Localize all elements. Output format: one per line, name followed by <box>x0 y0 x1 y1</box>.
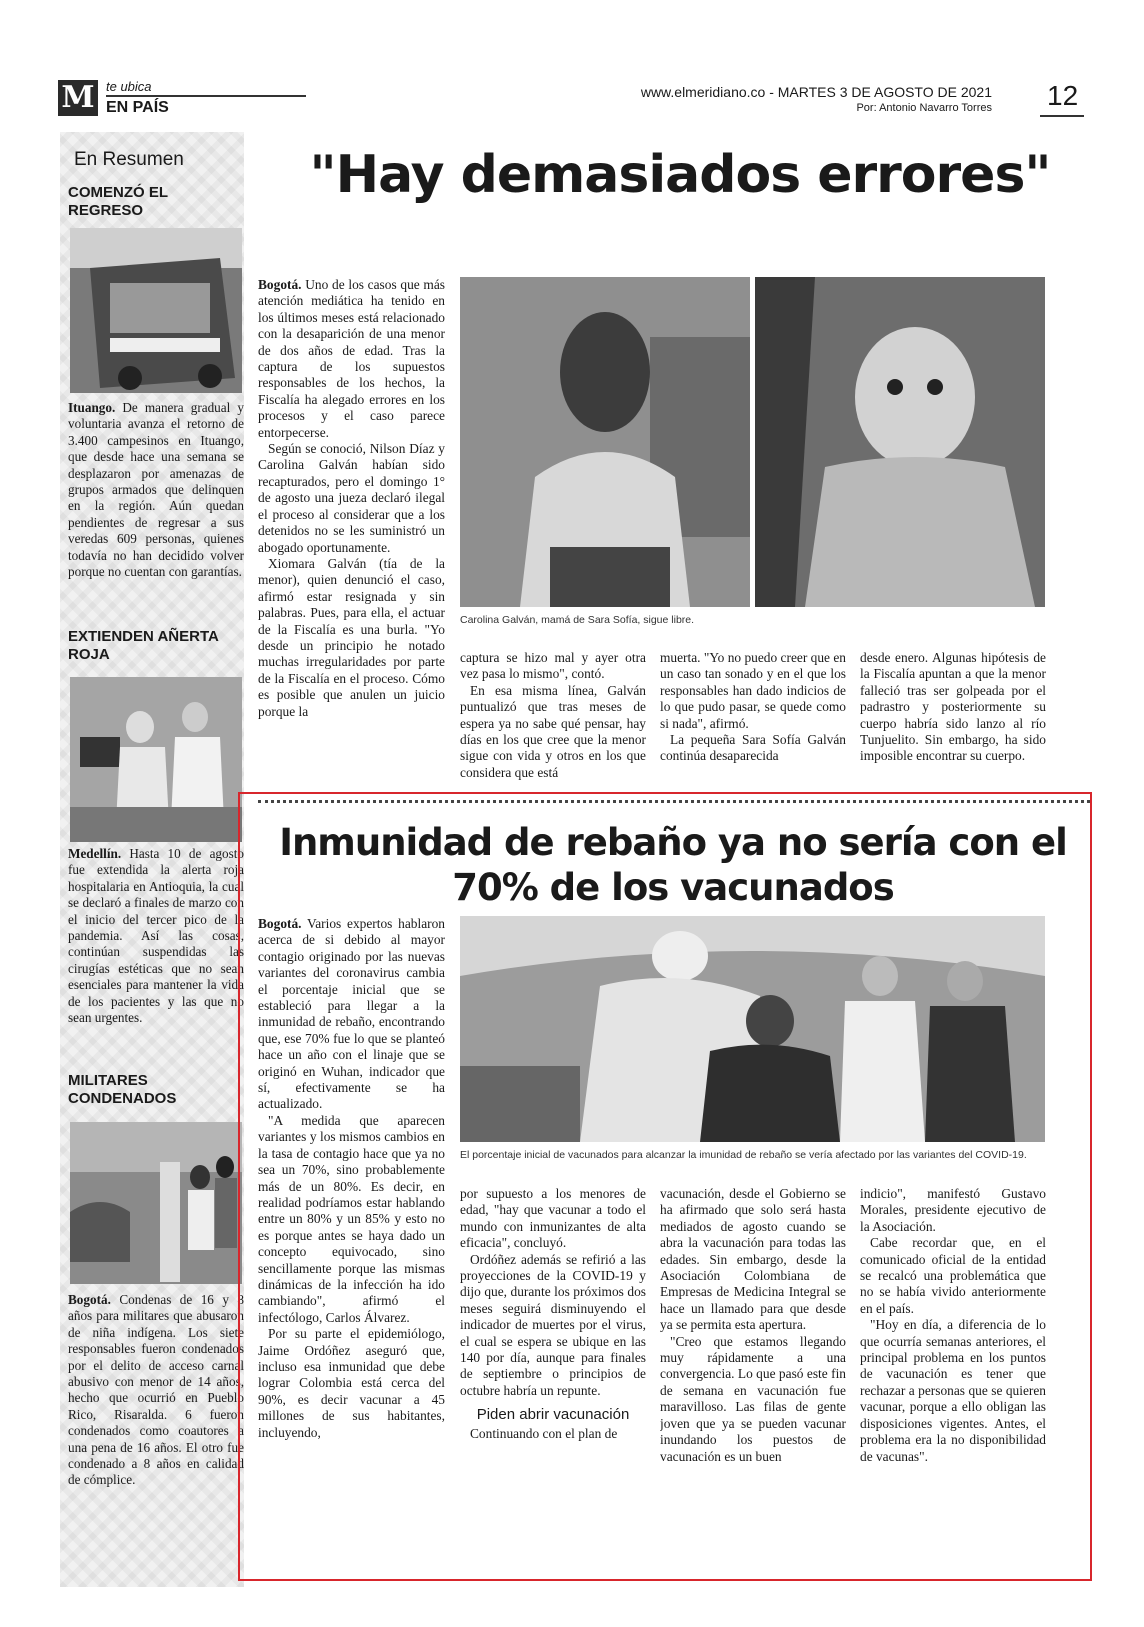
paragraph: muerta. "Yo no puedo creer que en un caso tan sonado y en el que los responsables han dado indicios de lo que pudo pasar, se quede como si nada", afirmó. <box>660 650 846 731</box>
paragraph: Xiomara Galván (tía de la menor), quien denunció el caso, afirmó estar resignada y sin palabras. Pues, para ella, el actuar de la Fiscalía es una burla. "Yo desde un principio he notado muchas irregularidades por parte de la Fiscalía en el proceso. Cómo es posible que anulen un juicio porque la <box>258 555 445 719</box>
sidebar-heading: MILITARES CONDENADOS <box>68 1072 177 1107</box>
summary-sidebar <box>60 132 244 1587</box>
paragraph: "Creo que estamos llegando muy rápidamente a una convergencia. Lo que pasó este fin de semana en vacunación fue maravilloso. Las filas de gente joven que ya se pueden vacunar inundando los puestos de vacunación es un buen <box>660 1333 846 1464</box>
header-info <box>641 84 992 114</box>
paragraph: Cabe recordar que, en el comunicado oficial de la entidad se recalcó una problemática que no se había vivido anteriormente en el país. <box>860 1235 1046 1316</box>
woman-photo <box>460 277 750 607</box>
paragraph: Bogotá. Uno de los casos que más atención mediática ha tenido en los últimos meses está relacionado con la desaparición de una menor de dos años de edad. Tras la captura de los supuestos responsables de los hechos, la Fiscalía ha alegado errores en los procesos y el caso parece entorpecerse. <box>258 277 445 440</box>
page-number: 12 <box>1047 80 1079 111</box>
sidebar-title: En Resumen <box>74 149 184 170</box>
sidebar-heading: EXTIENDEN AÑERTA ROJA <box>68 628 219 663</box>
girl-photo <box>755 277 1045 607</box>
paragraph: Continuando con el plan de <box>470 1425 618 1441</box>
page-rule <box>1040 115 1084 117</box>
paragraph: La pequeña Sara Sofía Galván continúa desaparecida <box>660 732 846 764</box>
paragraph: "Hoy en día, a diferencia de lo que ocurría semanas anteriores, el principal problema en los puntos de vacunación es tener que rechazar a personas que se quieren vacunar, porque a ello obligan las disposiciones vigentes. Antes, el problema era la no disponibilidad de vacunas". <box>860 1317 1046 1464</box>
paragraph: vacunación, desde el Gobierno se ha afirmado que solo será hasta mediados de agosto cuando se abra la vacunación para todas las edades. Sin embargo, desde la Asociación Colombiana de Empresas de Medicina Integral se hace un llamado para que desde ya se permita esta apertura. <box>660 1186 846 1333</box>
paragraph: por supuesto a los menores de edad, "hay que vacunar a todo el mundo con inmunizantes de alta eficacia", concluyó. <box>460 1186 646 1251</box>
article1-column-2 <box>460 650 646 790</box>
sidebar-heading: COMENZÓ EL REGRESO <box>68 184 168 219</box>
article2-column-3 <box>660 1186 846 1564</box>
site-and-date: www.elmeridiano.co - MARTES 3 DE AGOSTO DE 2021 <box>640 84 992 100</box>
paragraph: En esa misma línea, Galván puntualizó que tras meses de espera ya no sabe qué pensar, hay días en los que cree que la menor sigue con vida y otros en los que considera que está <box>460 682 646 780</box>
article1-column-4 <box>860 650 1046 790</box>
paragraph: Ordóñez además se refirió a las proyecciones de la COVID-19 y dijo que, durante los próximos dos meses seguirá disminuyendo el indicador de muertes por el virus, el cual se espera se ubique en las 140 por día, aunque para finales de septiembre o principios de octubre habría un repunte. <box>460 1251 646 1398</box>
bus-photo <box>70 228 242 393</box>
article1-column-1 <box>258 277 445 790</box>
paragraph: "A medida que aparecen variantes y los mismos cambios en la tasa de contagio hace que ya no sea un 70%, sino probablemente más de un 80%. Es decir, en realidad podríamos estar hablando entre un 80% y un 85% y esto no es porque antes se haya dado un concepto equivocado, sino sencillamente porque las mismas dinámicas de la infección ha ido cambiando", afirmó el infectólogo, Carlos Álvarez. <box>258 1112 445 1325</box>
paragraph: Según se conoció, Nilson Díaz y Carolina Galván habían sido recapturados, pero el domingo 1° de agosto una jueza declaró ilegal el proceso al considerar que a los detenidos no se les suministró un abogado oportunamente. <box>258 441 445 555</box>
author-line: Por: Antonio Navarro Torres <box>856 102 992 114</box>
sidebar-item-text: Ituango. De manera gradual y voluntaria avanza el retorno de 3.400 campesinos en Ituango, que desde hace una semana se desplazaron por amenazas de grupos armados que delinquen en la región. Aún quedan pendientes de regresar a sus veredas 609 personas, quienes todavía no han decidido volver porque no cuentan con garantías. <box>68 400 244 580</box>
article1-column-3 <box>660 650 846 790</box>
newspaper-logo: M <box>58 80 98 116</box>
article2-column-4 <box>860 1186 1046 1564</box>
section-name: EN PAÍS <box>106 99 169 116</box>
article1-photo-caption: Carolina Galván, mamá de Sara Sofía, sigue libre. <box>460 614 695 626</box>
article2-headline: Inmunidad de rebaño ya no sería con el 70% de los vacunados <box>279 821 1067 909</box>
article2-column-1 <box>258 916 445 1564</box>
paragraph: Por su parte el epidemiólogo, Jaime Ordóñez aseguró que, incluso esa inmunidad que debe lograr Colombia está cerca del 90%, es decir vacunar a 45 millones de sus habitantes, incluyendo, <box>258 1326 445 1440</box>
hospital-photo <box>70 677 242 842</box>
paragraph: indicio", manifestó Gustavo Morales, presidente ejecutivo de la Asociación. <box>860 1186 1046 1234</box>
paragraph: Bogotá. Varios expertos hablaron acerca de si debido al mayor contagio originado por las nuevas variantes del coronavirus cambia el porcentaje inicial que se estableció para llegar a la inmunidad de rebaño, encontrando que, ese 70% fue lo que se planteó hace un año con el linaje que se originó en Wuhan, indicador que sí, efectivamente se ha actualizado. <box>258 916 445 1112</box>
article1-headline: "Hay demasiados errores" <box>309 145 1051 205</box>
paragraph: desde enero. Algunas hipótesis de la Fiscalía apuntan a que la menor falleció tras ser golpeada por el padrastro y posteriormente su cuerpo habría sido lanzo al río Tunjuelito. Sin embargo, ha sido imposible encontrar su cuerpo. <box>860 650 1046 764</box>
paragraph: captura se hizo mal y ayer otra vez pasa lo mismo", contó. <box>460 650 646 682</box>
sidebar-item-text: Medellín. Hasta 10 de agosto fue extendida la alerta roja hospitalaria en Antioquia, la cual se declaró a finales de marzo con el inicio del tercer pico de la pandemia. Así las cosas, continúan suspendidas las cirugías estéticas que no sean esenciales para mantener la vida de los pacientes y las que no sean urgentes. <box>68 846 244 1026</box>
vaccination-photo <box>460 916 1045 1142</box>
article2-column-2 <box>460 1186 646 1564</box>
article2-photo-caption: El porcentaje inicial de vacunados para alcanzar la imunidad de rebaño se vería afectado por las variantes del COVID-19. <box>460 1149 1027 1161</box>
military-photo <box>70 1122 242 1284</box>
section-rule <box>106 95 306 97</box>
section-tagline: te ubica <box>106 79 152 94</box>
subheading: Piden abrir vacunación <box>476 1406 630 1424</box>
sidebar-item-text: Bogotá. Condenas de 16 y 8 años para militares que abusaron de niña indígena. Los siete responsables fueron condenados por el delito de acceso carnal abusivo con menor de 14 años, hecho que ocurrió en Pueblo Rico, Risaralda. 6 fueron condenados como coautores a una pena de 16 años. El otro fue condenado a 8 años en calidad de cómplice. <box>68 1292 244 1488</box>
